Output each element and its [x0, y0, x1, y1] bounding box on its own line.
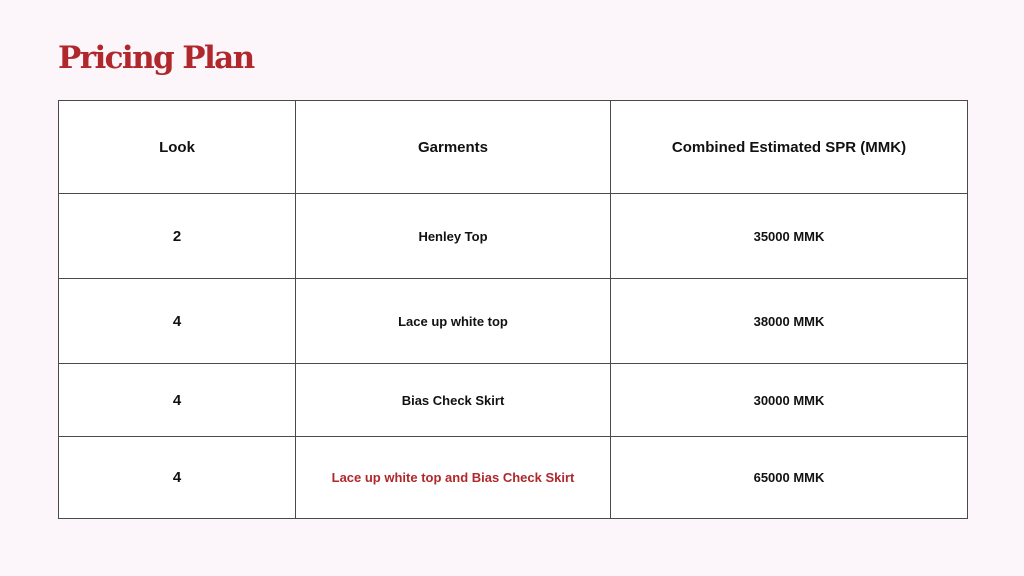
look-cell: 4 [59, 364, 296, 437]
table-row [59, 279, 968, 364]
garments-cell: Henley Top [296, 194, 611, 279]
price-cell: 65000 MMK [611, 437, 968, 519]
column-header-garments: Garments [296, 101, 611, 194]
price-cell: 38000 MMK [611, 279, 968, 364]
table-row [59, 437, 968, 519]
page-title: Pricing Plan [58, 40, 254, 76]
garments-cell: Lace up white top [296, 279, 611, 364]
table-header-row [59, 101, 968, 194]
column-header-price: Combined Estimated SPR (MMK) [611, 101, 968, 194]
garments-cell-highlighted: Lace up white top and Bias Check Skirt [296, 437, 611, 519]
look-cell: 2 [59, 194, 296, 279]
price-cell: 30000 MMK [611, 364, 968, 437]
garments-cell: Bias Check Skirt [296, 364, 611, 437]
column-header-look: Look [59, 101, 296, 194]
table-row [59, 364, 968, 437]
pricing-table [58, 100, 968, 519]
look-cell: 4 [59, 279, 296, 364]
look-cell: 4 [59, 437, 296, 519]
table-row [59, 194, 968, 279]
price-cell: 35000 MMK [611, 194, 968, 279]
